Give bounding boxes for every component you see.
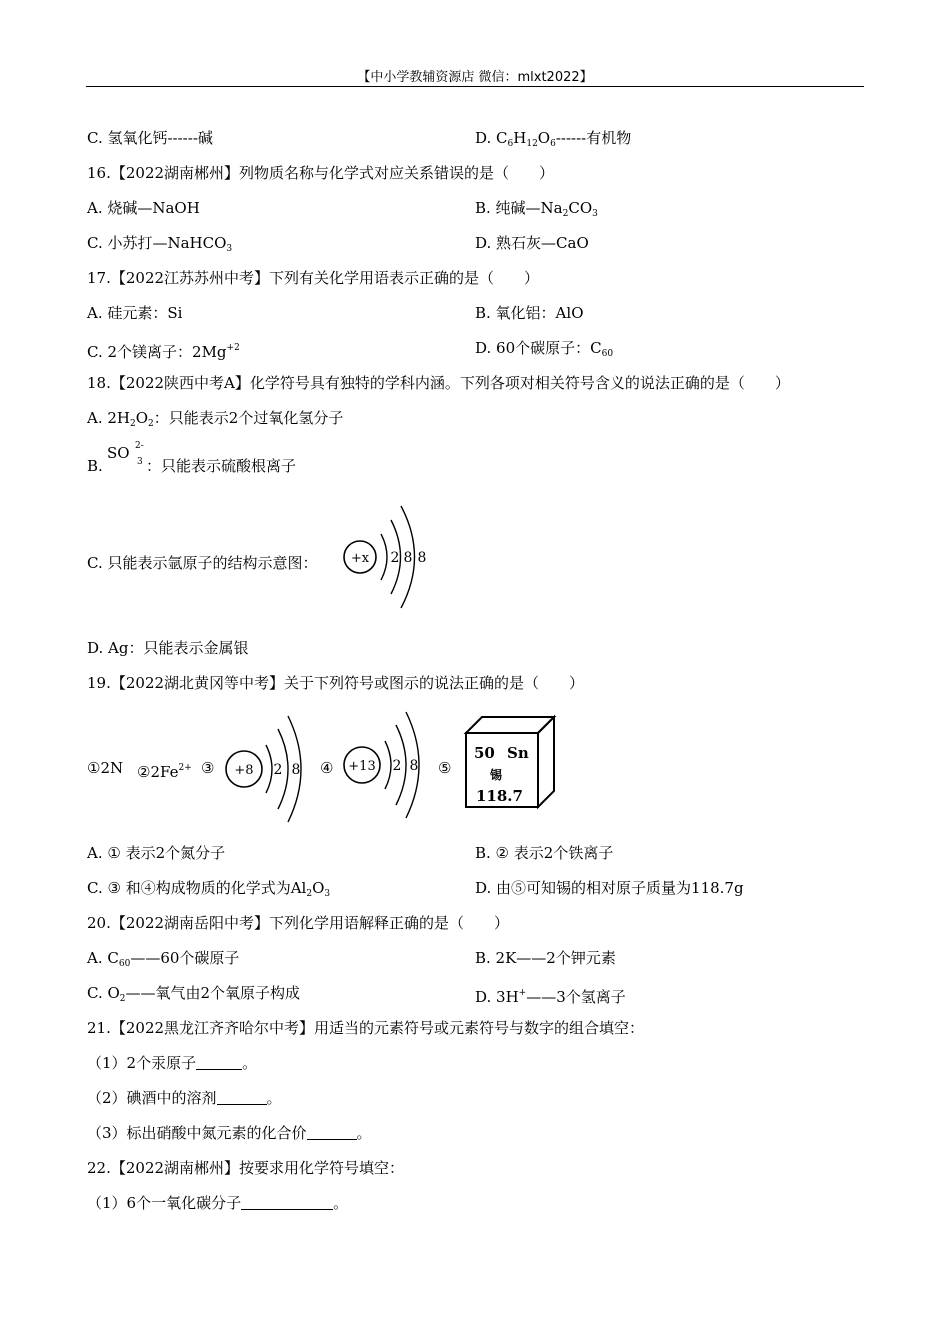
tin-atomic-number: 50 xyxy=(474,744,495,762)
q19-label-5: ⑤ xyxy=(438,759,452,777)
q19-stem: 19.【2022湖北黄冈等中考】关于下列符号或图示的说法正确的是（ ） xyxy=(87,674,585,692)
q22-stem: 22.【2022湖南郴州】按要求用化学符号填空： xyxy=(87,1159,405,1177)
q18-option-b-text: ：只能表示硫酸根离子 xyxy=(146,457,297,475)
q20-option-b: B. 2K——2个钾元素 xyxy=(475,949,616,967)
shell-electron-count: 8 xyxy=(409,758,419,774)
q16-option-c: C. 小苏打—NaHCO$_3$ xyxy=(87,234,233,254)
q18-option-b-label: B. xyxy=(87,457,103,475)
nucleus-charge: +x xyxy=(350,551,370,566)
answer-blank[interactable] xyxy=(241,1195,333,1210)
q18-stem: 18.【2022陕西中考A】化学符号具有独特的学科内涵。下列各项对相关符号含义的说法正确的是（ ） xyxy=(87,374,790,392)
shell-electron-count: 8 xyxy=(417,550,427,566)
q16-option-d: D. 熟石灰—CaO xyxy=(475,234,589,252)
q17-option-b: B. 氧化铝：AlO xyxy=(475,304,584,322)
q20-option-c: C. $O_2——$氧气由2个氧原子构成 xyxy=(87,984,301,1004)
answer-blank[interactable] xyxy=(307,1125,357,1140)
q15-option-d: D. $C_6H_{12}O_6------$有机物 xyxy=(475,129,632,149)
tin-atomic-mass: 118.7 xyxy=(476,787,523,805)
electron-shell-arc xyxy=(381,534,387,580)
q21-part-3: （3）标出硝酸中氮元素的化合价 。 xyxy=(87,1124,372,1142)
q17-option-d: D. 60个碳原子：$C_{60}$ xyxy=(475,339,614,359)
q21-part-1: （1）2个汞原子 。 xyxy=(87,1054,258,1072)
q21-stem: 21.【2022黑龙江齐齐哈尔中考】用适当的元素符号或元素符号与数字的组合填空： xyxy=(87,1019,645,1037)
q19-option-d: D. 由⑤可知锡的相对原子质量为118.7g xyxy=(475,879,744,897)
tin-name: 锡 xyxy=(490,768,503,782)
q18-option-c: C. 只能表示氩原子的结构示意图： xyxy=(87,554,318,572)
q19-option-a: A. ① 表示2个氮分子 xyxy=(87,844,226,862)
q20-stem: 20.【2022湖南岳阳中考】下列化学用语解释正确的是（ ） xyxy=(87,914,510,932)
q19-option-c: C. ③ 和④构成物质的化学式为$Al_2O_3$ xyxy=(87,879,331,899)
q18-option-d: D. Ag：只能表示金属银 xyxy=(87,639,249,657)
shell-electron-count: 2 xyxy=(390,550,400,566)
q17-option-c: C. 2个镁离子：$2Mg^{+2}$ xyxy=(87,343,240,361)
q20-option-d: D. 3H+——3个氢离子 xyxy=(475,988,626,1006)
q16-stem: 16.【2022湖南郴州】列物质名称与化学式对应关系错误的是（ ） xyxy=(87,164,555,182)
electron-shell-arc xyxy=(266,745,272,793)
q17-option-a: A. 硅元素：Si xyxy=(87,304,183,322)
q22-part-1: （1）6个一氧化碳分子 。 xyxy=(87,1194,349,1212)
answer-blank[interactable] xyxy=(196,1055,242,1070)
q18-option-a: A. $2H_2O_2$：只能表示2个过氧化氢分子 xyxy=(87,409,344,429)
q19-option-b: B. ② 表示2个铁离子 xyxy=(475,844,614,862)
tin-element-cube xyxy=(460,713,560,811)
q19-symbol-1: ①2N xyxy=(87,759,124,777)
nucleus-charge: +8 xyxy=(234,763,254,778)
electron-shell-arc xyxy=(385,741,391,789)
q21-part-2: （2）碘酒中的溶剂 。 xyxy=(87,1089,282,1107)
q15-option-c: C. 氢氧化钙------碱 xyxy=(87,129,213,147)
q19-symbol-2: $②2Fe^{2+}$ xyxy=(137,763,192,781)
shell-electron-count: 8 xyxy=(403,550,413,566)
q16-option-a: A. 烧碱—NaOH xyxy=(87,199,200,217)
answer-blank[interactable] xyxy=(217,1090,267,1105)
q19-label-3: ③ xyxy=(201,759,215,777)
shell-electron-count: 2 xyxy=(273,762,283,778)
tin-symbol: Sn xyxy=(507,744,529,762)
header-rule xyxy=(86,86,864,87)
shell-electron-count: 2 xyxy=(392,758,402,774)
page-header: 【中小学教辅资源店 微信：mlxt2022】 xyxy=(357,70,593,85)
aluminum-ion-diagram xyxy=(340,708,435,820)
q20-option-a: A. $C_{60}——60$个碳原子 xyxy=(87,949,240,969)
argon-atom-diagram xyxy=(338,500,438,612)
nucleus-charge: +13 xyxy=(348,759,376,774)
q17-stem: 17.【2022江苏苏州中考】下列有关化学用语表示正确的是（ ） xyxy=(87,269,540,287)
q16-option-b: B. 纯碱$—Na_2CO_3$ xyxy=(475,199,598,219)
sulfite-ion-symbol: SO 2- 3 xyxy=(107,441,144,467)
shell-electron-count: 8 xyxy=(291,762,301,778)
q19-label-4: ④ xyxy=(320,759,334,777)
oxygen-atom-diagram xyxy=(220,712,310,824)
